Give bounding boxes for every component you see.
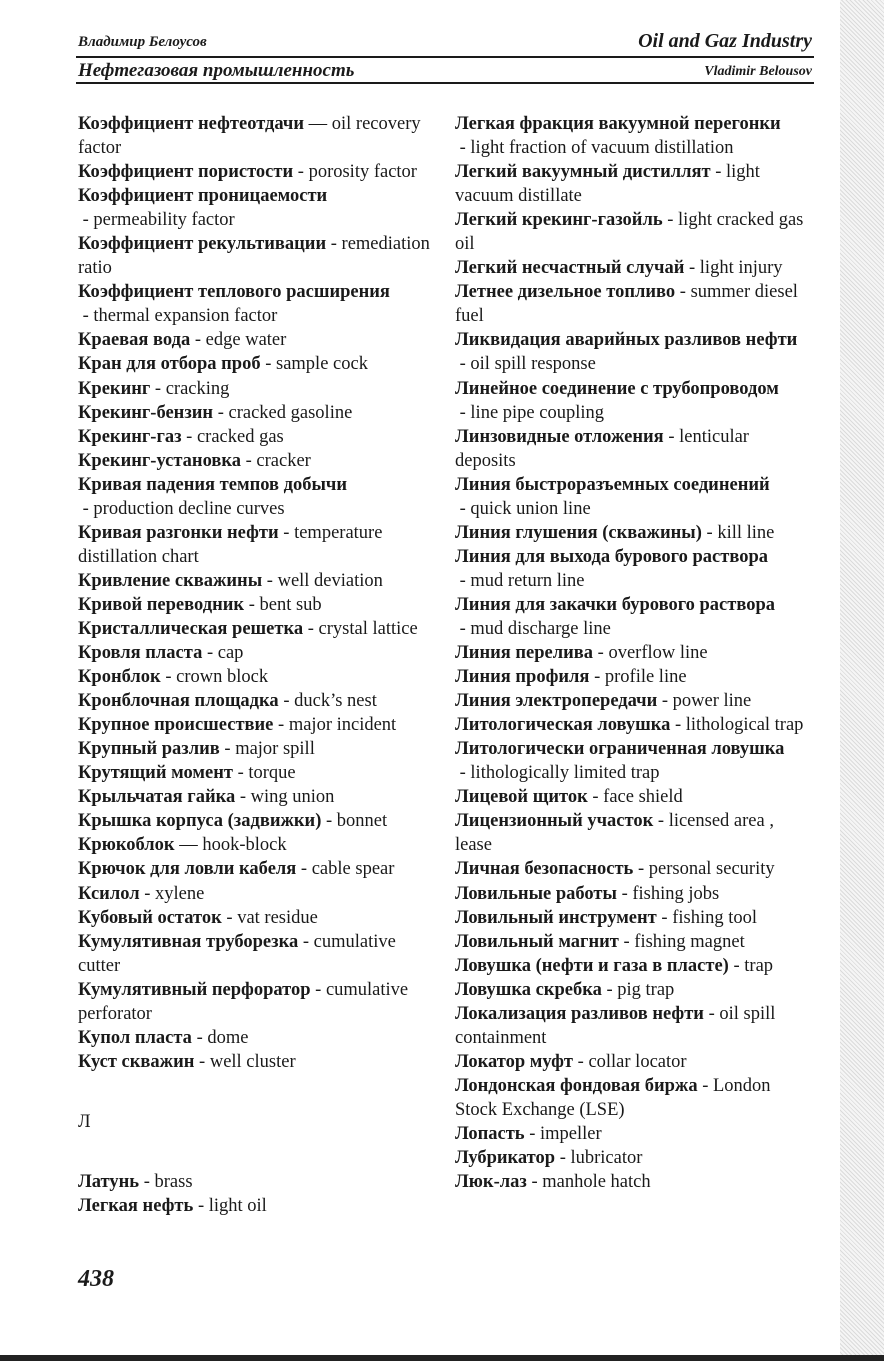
entry-term: Кронблок — [78, 667, 161, 688]
entry-separator: — — [304, 114, 332, 134]
entry-separator: - — [191, 1027, 208, 1048]
entry-translation: bonnet — [336, 811, 388, 832]
entry-separator: - — [260, 354, 276, 375]
entry-term: Коэффициент пористости — [78, 162, 294, 183]
entry-translation: wing union — [250, 787, 335, 808]
entry-translation: crystal lattice — [318, 618, 418, 639]
entry-term: Купол пласта — [78, 1027, 192, 1048]
glossary-entry — [78, 713, 430, 737]
entry-separator: - — [273, 715, 289, 736]
entry-translation: duck’s nest — [294, 691, 377, 712]
entry-separator: - — [235, 787, 251, 808]
entry-translation: well deviation — [277, 570, 383, 591]
entry-translation: mud return line — [470, 570, 585, 591]
entry-separator: - — [618, 931, 635, 952]
entry-translation: mud discharge line — [470, 618, 611, 639]
entry-term: Ловильные работы — [455, 883, 617, 904]
entry-translation: xylene — [155, 883, 205, 904]
entry-translation: trap — [744, 955, 774, 976]
entry-separator: - — [455, 354, 471, 375]
entry-separator: - — [221, 907, 238, 928]
entry-separator: - — [663, 426, 680, 447]
header-title-ru: Нефтегазовая промышленность — [78, 60, 355, 81]
entry-term: Линзовидные отложения — [455, 426, 664, 447]
entry-term: Краевая вода — [78, 330, 191, 351]
entry-separator: - — [526, 1172, 543, 1193]
glossary-entry — [78, 1194, 430, 1218]
entry-separator: - — [524, 1123, 540, 1144]
entry-term: Лицензионный участок — [455, 811, 654, 832]
glossary-entry — [455, 521, 811, 545]
entry-translation: cap — [217, 643, 244, 664]
entry-separator: - — [573, 1051, 589, 1072]
entry-term: Легкий вакуумный дистиллят — [455, 162, 711, 183]
glossary-entry — [78, 617, 430, 641]
entry-term: Латунь — [78, 1172, 140, 1193]
entry-term: Лубрикатор — [455, 1148, 556, 1169]
entry-term: Крыльчатая гайка — [78, 787, 236, 808]
entry-translation: temperature distillation chart — [78, 522, 383, 567]
entry-separator: - — [662, 210, 679, 231]
glossary-entry — [78, 1026, 430, 1050]
entry-translation: line pipe coupling — [470, 402, 605, 423]
entry-translation: permeability factor — [93, 210, 235, 231]
glossary-entry — [455, 689, 811, 713]
glossary-entry — [455, 713, 811, 737]
header-title-en: Oil and Gaz Industry — [638, 30, 812, 52]
glossary-entry — [455, 280, 811, 328]
glossary-entry — [455, 545, 811, 593]
glossary-entry — [78, 906, 430, 930]
entry-separator: - — [202, 643, 218, 664]
entry-translation: major spill — [235, 739, 315, 760]
entry-term: Крюкоблок — [78, 835, 175, 856]
glossary-entry — [455, 954, 811, 978]
entry-term: Линия профиля — [455, 667, 590, 688]
entry-separator: - — [240, 450, 257, 471]
glossary-entry — [455, 882, 811, 906]
glossary-entry — [455, 906, 811, 930]
entry-translation: cumulative cutter — [78, 931, 396, 976]
entry-translation: overflow line — [608, 643, 708, 664]
entry-term: Кривая падения темпов добычи — [78, 474, 348, 495]
entry-translation: remediation ratio — [78, 234, 430, 279]
glossary-entry — [455, 1074, 811, 1122]
entry-translation: hook-block — [202, 835, 287, 856]
header-rule-bottom — [76, 82, 814, 84]
glossary-entry — [78, 857, 430, 881]
entry-separator: - — [601, 979, 618, 1000]
entry-term: Литологическая ловушка — [455, 715, 671, 736]
entry-translation: licensed area , lease — [455, 811, 774, 856]
entry-term: Коэффициент нефтеотдачи — [78, 114, 305, 134]
entry-separator: - — [657, 691, 673, 712]
entry-separator: - — [78, 498, 94, 519]
glossary-entry — [78, 833, 430, 857]
entry-term: Крючок для ловли кабеля — [78, 859, 297, 880]
entry-translation: cracked gasoline — [228, 402, 353, 423]
glossary-entry — [455, 1122, 811, 1146]
glossary-entry — [78, 521, 430, 569]
entry-translation: impeller — [540, 1123, 602, 1144]
entry-separator: - — [670, 715, 686, 736]
entry-term: Кронблочная площадка — [78, 691, 279, 712]
entry-term: Кривление скважины — [78, 570, 263, 591]
entry-term: Линия электропередачи — [455, 691, 658, 712]
entry-term: Люк-лаз — [455, 1172, 527, 1193]
entry-translation: light cracked gas oil — [455, 210, 804, 255]
entry-translation: crown block — [176, 667, 269, 688]
entry-separator: - — [455, 402, 471, 423]
right-column — [455, 112, 811, 1194]
glossary-entry — [455, 641, 811, 665]
entry-term: Лицевой щиток — [455, 787, 588, 808]
entry-term: Коэффициент теплового расширения — [78, 282, 390, 303]
entry-translation: collar locator — [588, 1051, 687, 1072]
entry-translation: cumulative perforator — [78, 979, 409, 1024]
glossary-entry — [455, 857, 811, 881]
entry-separator: - — [78, 210, 94, 231]
glossary-entry — [455, 809, 811, 857]
glossary-entry — [78, 352, 430, 376]
entry-separator: - — [656, 907, 673, 928]
entry-term: Линия для выхода бурового раствора — [455, 546, 768, 567]
entry-separator: - — [616, 883, 633, 904]
entry-separator: - — [589, 667, 605, 688]
glossary-entry — [455, 978, 811, 1002]
header-author-en: Vladimir Belousov — [704, 64, 812, 79]
entry-translation: light oil — [208, 1196, 267, 1217]
entry-separator: - — [296, 859, 312, 880]
entry-translation: fishing tool — [672, 907, 757, 928]
entry-separator: - — [326, 234, 342, 255]
entry-translation: pig trap — [617, 979, 675, 1000]
glossary-entry — [78, 569, 430, 593]
entry-separator: - — [587, 787, 604, 808]
entry-translation: torque — [248, 763, 296, 784]
glossary-entry — [78, 689, 430, 713]
entry-separator: - — [321, 811, 337, 832]
entry-separator: - — [703, 1003, 720, 1024]
entry-term: Локатор муфт — [455, 1051, 574, 1072]
entry-term: Кумулятивная труборезка — [78, 931, 299, 952]
glossary-entry — [455, 665, 811, 689]
entry-translation: manhole hatch — [542, 1172, 651, 1193]
entry-separator: - — [278, 691, 295, 712]
glossary-entry — [78, 112, 430, 160]
entry-term: Ловильный инструмент — [455, 907, 657, 928]
entry-translation: light fraction of vacuum distillation — [470, 138, 734, 159]
entry-separator: - — [701, 522, 718, 543]
glossary-entry — [455, 1002, 811, 1050]
entry-term: Крекинг — [78, 378, 151, 399]
glossary-entry — [78, 785, 430, 809]
entry-translation: brass — [154, 1172, 193, 1193]
entry-separator: - — [181, 426, 197, 447]
entry-term: Ксилол — [78, 883, 140, 904]
glossary-entry — [78, 232, 430, 280]
entry-separator: - — [593, 643, 609, 664]
entry-term: Локализация разливов нефти — [455, 1003, 704, 1024]
entry-term: Линия для закачки бурового раствора — [455, 594, 776, 615]
entry-term: Кумулятивный перфоратор — [78, 979, 311, 1000]
glossary-entry — [455, 112, 811, 160]
entry-term: Коэффициент рекультивации — [78, 234, 327, 255]
entry-translation: profile line — [604, 667, 687, 688]
entry-separator: - — [455, 618, 471, 639]
page-number: 438 — [78, 1266, 114, 1292]
entry-translation: production decline curves — [93, 498, 285, 519]
entry-term: Коэффициент проницаемости — [78, 186, 328, 207]
entry-term: Крупный разлив — [78, 739, 220, 760]
glossary-entry — [78, 737, 430, 761]
glossary-entry — [78, 280, 430, 328]
entry-separator: - — [455, 498, 471, 519]
entry-translation: lenticular deposits — [455, 426, 749, 471]
page-edge-shadow — [840, 0, 884, 1361]
entry-translation: oil spill containment — [455, 1003, 776, 1048]
glossary-entry — [78, 641, 430, 665]
entry-separator: - — [139, 883, 156, 904]
entry-translation: lubricator — [570, 1148, 643, 1169]
entry-separator: - — [710, 162, 727, 183]
entry-separator: - — [455, 570, 471, 591]
entry-term: Кран для отбора проб — [78, 354, 261, 375]
entry-term: Крупное происшествие — [78, 715, 274, 736]
entry-separator: - — [303, 618, 319, 639]
entry-term: Куст скважин — [78, 1051, 195, 1072]
glossary-entry — [78, 930, 430, 978]
entry-separator: - — [194, 1051, 210, 1072]
glossary-entry — [455, 737, 811, 785]
entry-term: Летнее дизельное топливо — [455, 282, 676, 303]
glossary-entry — [78, 882, 430, 906]
glossary-entry — [78, 184, 430, 232]
entry-separator: - — [455, 763, 471, 784]
glossary-entry — [78, 1050, 430, 1074]
entry-translation: lithologically limited trap — [470, 763, 660, 784]
entry-term: Линия глушения (скважины) — [455, 522, 702, 543]
glossary-entry — [78, 449, 430, 473]
entry-separator: - — [278, 522, 295, 543]
entry-term: Крекинг-газ — [78, 426, 182, 447]
entry-term: Лондонская фондовая биржа — [455, 1075, 698, 1096]
glossary-entry — [78, 401, 430, 425]
entry-separator: - — [675, 282, 691, 303]
entry-translation: major incident — [288, 715, 397, 736]
entry-term: Легкий несчастный случай — [455, 258, 685, 279]
glossary-entry — [78, 593, 430, 617]
entry-translation: power line — [672, 691, 752, 712]
entry-translation: cracked gas — [196, 426, 284, 447]
entry-separator: - — [244, 594, 260, 615]
entry-term: Ловушка скребка — [455, 979, 602, 1000]
glossary-entry — [78, 328, 430, 352]
left-column — [78, 112, 430, 1218]
entry-translation: cracking — [165, 378, 230, 399]
entry-translation: quick union line — [470, 498, 591, 519]
glossary-entry — [455, 1146, 811, 1170]
entry-term: Легкий крекинг-газойль — [455, 210, 663, 231]
entry-term: Кривая разгонки нефти — [78, 522, 279, 543]
glossary-entry — [455, 328, 811, 376]
entry-term: Ловушка (нефти и газа в пласте) — [455, 955, 729, 976]
entry-translation: summer diesel fuel — [455, 282, 798, 327]
entry-term: Кривой переводник — [78, 594, 245, 615]
entry-separator: - — [298, 931, 314, 952]
glossary-entry — [78, 377, 430, 401]
glossary-entry — [78, 473, 430, 521]
entry-translation: thermal expansion factor — [93, 306, 278, 327]
entry-separator: - — [653, 811, 669, 832]
entry-separator: — — [174, 835, 203, 856]
entry-separator: - — [293, 162, 309, 183]
entry-translation: fishing jobs — [632, 883, 720, 904]
entry-separator: - — [193, 1196, 209, 1217]
entry-term: Линия перелива — [455, 643, 594, 664]
entry-term: Легкая фракция вакуумной перегонки — [455, 114, 781, 134]
entry-translation: bent sub — [259, 594, 322, 615]
entry-translation: oil spill response — [470, 354, 596, 375]
glossary-entry — [455, 1170, 811, 1194]
header-rule-top — [76, 56, 814, 58]
entry-translation: porosity factor — [308, 162, 417, 183]
glossary-entry — [455, 256, 811, 280]
header-author-ru: Владимир Белоусов — [78, 34, 207, 50]
glossary-entry — [78, 761, 430, 785]
entry-translation: oil recovery factor — [78, 114, 421, 159]
glossary-entry — [78, 425, 430, 449]
entry-term: Ловильный магнит — [455, 931, 619, 952]
entry-translation: cable spear — [311, 859, 395, 880]
entry-translation: London Stock Exchange (LSE) — [455, 1075, 771, 1120]
entry-translation: lithological trap — [685, 715, 804, 736]
entry-translation: dome — [207, 1027, 249, 1048]
entry-translation: light injury — [699, 258, 783, 279]
glossary-entry — [455, 208, 811, 256]
entry-translation: edge water — [205, 330, 287, 351]
entry-term: Кровля пласта — [78, 643, 203, 664]
entry-term: Легкая нефть — [78, 1196, 194, 1217]
entry-term: Кристаллическая решетка — [78, 618, 304, 639]
entry-separator: - — [213, 402, 229, 423]
bottom-scan-edge — [0, 1355, 884, 1361]
entry-term: Ликвидация аварийных разливов нефти — [455, 330, 798, 351]
entry-term: Крышка корпуса (задвижки) — [78, 811, 322, 832]
entry-term: Крекинг-установка — [78, 450, 241, 471]
entry-separator: - — [633, 859, 649, 880]
entry-term: Литологически ограниченная ловушка — [455, 739, 785, 760]
entry-separator: - — [555, 1148, 571, 1169]
glossary-entry — [455, 1050, 811, 1074]
glossary-entry — [455, 930, 811, 954]
section-letter: Л — [78, 1111, 91, 1132]
entry-separator: - — [728, 955, 745, 976]
entry-separator: - — [455, 138, 471, 159]
glossary-entry — [78, 160, 430, 184]
entry-separator: - — [232, 763, 249, 784]
entry-separator: - — [78, 306, 94, 327]
glossary-entry — [78, 1170, 430, 1194]
entry-separator: - — [697, 1075, 713, 1096]
entry-translation: well cluster — [209, 1051, 296, 1072]
entry-separator: - — [160, 667, 177, 688]
entry-translation: personal security — [648, 859, 775, 880]
entry-translation: kill line — [717, 522, 775, 543]
entry-separator: - — [139, 1172, 155, 1193]
entry-separator: - — [219, 739, 236, 760]
glossary-entry — [455, 425, 811, 473]
glossary-entry — [455, 160, 811, 208]
entry-separator: - — [310, 979, 326, 1000]
entry-separator: - — [190, 330, 206, 351]
glossary-entry — [455, 785, 811, 809]
glossary-entry — [78, 665, 430, 689]
entry-separator: - — [150, 378, 166, 399]
glossary-entry — [455, 473, 811, 521]
entry-translation: face shield — [603, 787, 683, 808]
entry-term: Лопасть — [455, 1123, 525, 1144]
entry-translation: light vacuum distillate — [455, 162, 760, 207]
glossary-entry — [78, 978, 430, 1026]
entry-term: Кубовый остаток — [78, 907, 222, 928]
entry-term: Линия быстроразъемных соединений — [455, 474, 770, 495]
entry-term: Личная безопасность — [455, 859, 634, 880]
entry-translation: fishing magnet — [634, 931, 745, 952]
entry-translation: vat residue — [237, 907, 318, 928]
entry-separator: - — [684, 258, 700, 279]
entry-term: Крекинг-бензин — [78, 402, 214, 423]
entry-translation: cracker — [256, 450, 311, 471]
entry-term: Линейное соединение с трубопроводом — [455, 378, 779, 399]
glossary-entry — [455, 593, 811, 641]
glossary-entry — [455, 377, 811, 425]
entry-translation: sample cock — [276, 354, 368, 375]
glossary-entry — [78, 809, 430, 833]
entry-term: Крутящий момент — [78, 763, 233, 784]
entry-separator: - — [262, 570, 278, 591]
